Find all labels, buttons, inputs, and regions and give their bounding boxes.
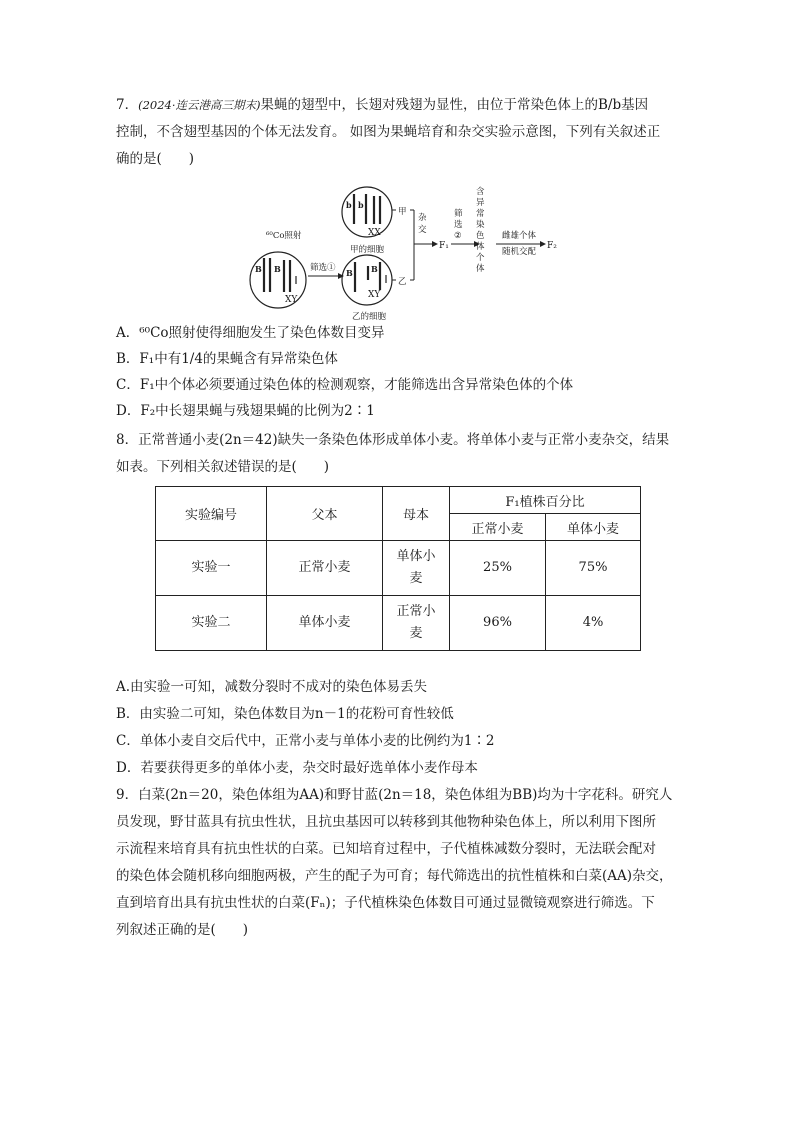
svg-text:含: 含 bbox=[476, 187, 485, 197]
q8-option-c: C．单体小麦自交后代中，正常小麦与单体小麦的比例约为1∶2 bbox=[116, 733, 495, 749]
header-experiment-id: 实验编号 bbox=[156, 487, 267, 541]
q7-stem-text-1: 果蝇的翅型中，长翅对残翅为显性，由位于常染色体上的B/b基因 bbox=[260, 97, 649, 113]
gene-b-label-2: B bbox=[274, 264, 281, 274]
jia-cell-xx: XX bbox=[368, 228, 381, 238]
screen2-char-1: 筛 bbox=[454, 209, 463, 219]
svg-text:体: 体 bbox=[476, 264, 485, 274]
cell-experiment-id: 实验一 bbox=[156, 541, 267, 596]
subheader-mono-wheat: 单体小麦 bbox=[546, 514, 641, 541]
cell-father: 单体小麦 bbox=[267, 596, 383, 651]
yi-cell-xy: XY bbox=[368, 290, 381, 300]
cell-experiment-id: 实验二 bbox=[156, 596, 267, 651]
subheader-normal-wheat: 正常小麦 bbox=[450, 514, 546, 541]
q9-stem-line-4: 的染色体会随机移向细胞两极，产生的配子为可育；每代筛选出的抗性植株和白菜(AA)杂交， bbox=[116, 868, 673, 884]
q7-number: 7． bbox=[116, 97, 139, 113]
header-father: 父本 bbox=[267, 487, 383, 541]
q9-stem-line-2: 员发现，野甘蓝具有抗虫性状，且抗虫基因可以转移到其他物种染色体上，所以利用下图所 bbox=[116, 814, 656, 830]
q9-stem-line-1: 9．白菜(2n＝20，染色体组为AA)和野甘蓝(2n＝18，染色体组为BB)均为十字花科。研究人 bbox=[116, 787, 673, 803]
radiation-label: ⁶⁰Co照射 bbox=[266, 231, 302, 241]
gene-b-yi-2: B bbox=[371, 264, 378, 274]
cell-mother-line-1: 单体小 bbox=[396, 549, 436, 564]
q8-results-table bbox=[155, 486, 641, 651]
cross-char-1: 杂 bbox=[418, 213, 427, 223]
svg-text:个: 个 bbox=[476, 253, 485, 263]
q8-option-a: A.由实验一可知，减数分裂时不成对的染色体易丢失 bbox=[116, 679, 428, 695]
q7-stem-line-3: 确的是( ) bbox=[116, 151, 195, 167]
original-cell-xy: XY bbox=[285, 295, 298, 305]
cell-normal-percent: 96% bbox=[450, 596, 546, 651]
header-mother: 母本 bbox=[383, 487, 450, 541]
table-row bbox=[156, 596, 641, 651]
original-cell bbox=[250, 252, 306, 308]
q9-stem-line-6: 列叙述正确的是( ) bbox=[116, 922, 249, 938]
svg-text:染: 染 bbox=[476, 220, 485, 230]
table-row bbox=[156, 541, 641, 596]
cell-mother-line-2: 麦 bbox=[409, 571, 423, 586]
fruit-fly-breeding-diagram bbox=[240, 180, 570, 320]
cell-mother-line-2: 麦 bbox=[409, 626, 423, 641]
screen2-char-3: ② bbox=[454, 231, 462, 241]
gene-b-yi-1: B bbox=[346, 268, 353, 278]
gene-b-lower-1: b bbox=[346, 200, 352, 210]
original-cell-chromosomes bbox=[255, 258, 298, 305]
q7-option-a: A．⁶⁰Co照射使得细胞发生了染色体数目变异 bbox=[116, 325, 385, 341]
svg-text:色: 色 bbox=[476, 231, 485, 241]
cell-mother bbox=[383, 596, 450, 651]
q8-stem-line-2: 如表。下列相关叙述错误的是( ) bbox=[116, 459, 330, 475]
cell-mono-percent: 4% bbox=[546, 596, 641, 651]
gene-b-lower-2: b bbox=[358, 200, 364, 210]
q7-option-c: C．F₁中个体必须要通过染色体的检测观察，才能筛选出含异常染色体的个体 bbox=[116, 377, 574, 393]
q8-option-b: B．由实验二可知，染色体数目为n－1的花粉可育性较低 bbox=[116, 706, 454, 722]
q7-option-d: D．F₂中长翅果蝇与残翅果蝇的比例为2∶1 bbox=[116, 403, 375, 419]
cell-mother-line-1: 正常小 bbox=[396, 604, 436, 619]
q9-stem-line-5: 直到培育出具有抗虫性状的白菜(Fₙ)；子代植株染色体数目可通过显微镜观察进行筛选。下 bbox=[116, 895, 655, 911]
q7-option-b: B．F₁中有1/4的果蝇含有异常染色体 bbox=[116, 351, 338, 367]
cross-char-2: 交 bbox=[418, 225, 427, 235]
cell-mono-percent: 75% bbox=[546, 541, 641, 596]
yi-cell-chromosomes bbox=[346, 262, 386, 300]
yi-label: 乙 bbox=[398, 277, 407, 287]
cell-normal-percent: 25% bbox=[450, 541, 546, 596]
svg-text:异: 异 bbox=[476, 198, 485, 208]
f1-label: F₁ bbox=[439, 241, 449, 251]
mating-top-label: 雌雄个体 bbox=[502, 231, 537, 241]
f2-label: F₂ bbox=[547, 241, 557, 251]
q9-stem-line-3: 示流程来培育具有抗虫性状的白菜。已知培育过程中，子代植株减数分裂时，无法联会配对 bbox=[116, 841, 656, 857]
gene-b-label-1: B bbox=[255, 264, 262, 274]
q7-stem-line-2: 控制，不含翅型基因的个体无法发育。 如图为果蝇培育和杂交实验示意图，下列有关叙述正 bbox=[116, 124, 661, 140]
yi-cell-label: 乙的细胞 bbox=[352, 312, 387, 320]
screen-1-label: 筛选① bbox=[310, 263, 336, 273]
jia-label: 甲 bbox=[398, 207, 407, 217]
screen2-char-2: 选 bbox=[454, 220, 463, 230]
header-f1-percent: F₁植株百分比 bbox=[450, 487, 641, 514]
q7-source: (2024·连云港高三期末) bbox=[138, 98, 261, 112]
svg-text:常: 常 bbox=[476, 209, 485, 219]
q7-stem-line-1 bbox=[116, 96, 648, 114]
mating-bottom-label: 随机交配 bbox=[502, 247, 537, 257]
cell-mother bbox=[383, 541, 450, 596]
cell-father: 正常小麦 bbox=[267, 541, 383, 596]
q8-stem-line-1: 8．正常普通小麦(2n＝42)缺失一条染色体形成单体小麦。将单体小麦与正常小麦杂交，结果 bbox=[116, 432, 670, 448]
q8-option-d: D．若要获得更多的单体小麦，杂交时最好选单体小麦作母本 bbox=[116, 760, 478, 776]
svg-text:体: 体 bbox=[476, 242, 485, 252]
jia-cell-label: 甲的细胞 bbox=[350, 245, 385, 255]
abnormal-chromosome-individual-label bbox=[476, 186, 485, 274]
